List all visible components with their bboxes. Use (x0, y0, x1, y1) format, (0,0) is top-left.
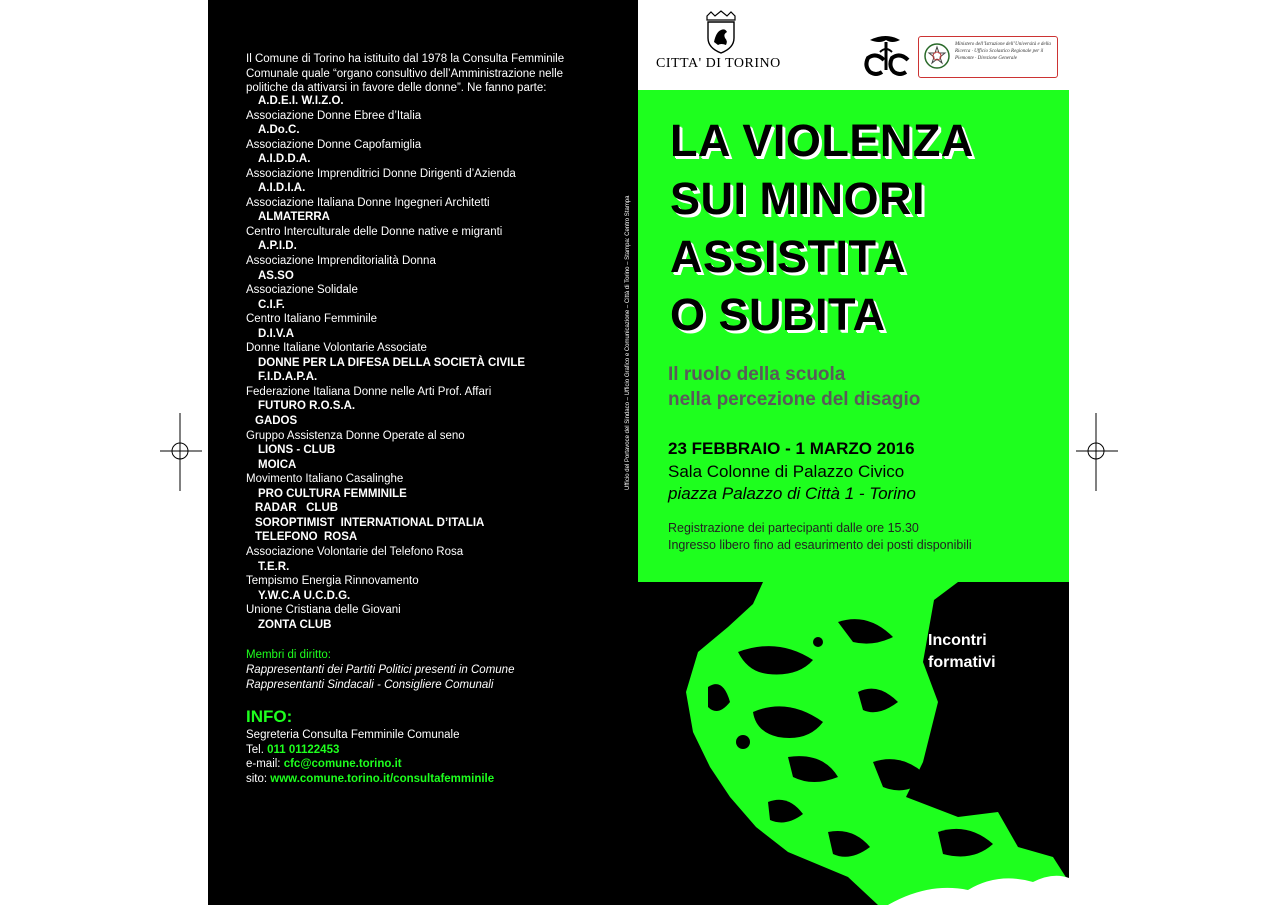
info-section (246, 706, 626, 786)
list-item (246, 327, 626, 356)
registration-mark-icon (160, 413, 202, 491)
event-address: piazza Palazzo di Città 1 - Torino (668, 484, 916, 503)
site-link[interactable]: www.comune.torino.it/consultafemminile (270, 772, 495, 785)
tel-value[interactable]: 011 01122453 (267, 743, 340, 756)
list-item (246, 239, 626, 268)
list-item (246, 530, 626, 559)
org-abbr: TELEFONO ROSA (255, 531, 358, 544)
org-abbr: ALMATERRA (258, 211, 330, 224)
cfc-logo-icon (860, 30, 912, 80)
org-abbr: A.I.D.D.A. (258, 153, 311, 166)
list-item (246, 414, 626, 443)
registration-line: Registrazione dei partecipanti dalle ore 15.30 (668, 521, 919, 535)
list-item (246, 516, 626, 531)
list-item (246, 298, 626, 327)
org-desc: Associazione Volontarie del Telefono Rosa (246, 545, 464, 558)
org-abbr: F.I.D.A.P.A. (258, 371, 318, 384)
registration-info (668, 520, 1058, 554)
torino-crest-icon (701, 10, 741, 54)
subtitle-line: nella percezione del disagio (668, 389, 921, 410)
org-abbr: T.E.R. (258, 560, 290, 573)
title-line: O SUBITA (670, 289, 886, 340)
info-tel (246, 743, 626, 758)
org-desc: Centro Interculturale delle Donne native e migranti (246, 225, 503, 238)
org-abbr: SOROPTIMIST INTERNATIONAL D’ITALIA (255, 516, 485, 529)
info-email (246, 757, 626, 772)
incontri-line: Incontri (928, 632, 987, 649)
title-line: ASSISTITA (670, 231, 907, 282)
info-site (246, 772, 626, 787)
info-line: Segreteria Consulta Femminile Comunale (246, 729, 460, 741)
list-item (246, 123, 626, 152)
org-abbr: A.D.E.I. W.I.Z.O. (258, 95, 344, 107)
event-title (670, 112, 1060, 344)
org-abbr: C.I.F. (258, 298, 285, 311)
title-line: LA VIOLENZA (670, 115, 974, 166)
list-item (246, 356, 626, 371)
italian-republic-emblem-icon (923, 42, 951, 70)
tel-label: Tel. (246, 743, 268, 756)
intro-text: Il Comune di Torino ha istituito dal 1978 la Consulta Femminile Comunale quale “organo consultivo dell’Amministrazione nelle politiche da attivarsi in favore delle donne”. Ne fanno parte: (246, 53, 565, 95)
list-item (246, 618, 626, 633)
credits-text: Ufficio del Portavoce del Sindaco – Ufficio Grafico e Comunicazione – Città di Torino – Stampa: Centro Stampa (625, 195, 631, 490)
org-abbr: FUTURO R.O.S.A. (258, 400, 356, 413)
list-item (246, 370, 626, 399)
org-desc: Associazione Solidale (246, 284, 358, 297)
org-abbr: A.Do.C. (258, 124, 300, 137)
site-label: sito: (246, 772, 271, 785)
citta-di-torino-logo (656, 10, 786, 80)
org-desc: Tempismo Energia Rinnovamento (246, 575, 419, 588)
title-line: SUI MINORI (670, 173, 926, 224)
list-item (246, 487, 626, 502)
event-subtitle (668, 362, 1058, 412)
list-item (246, 269, 626, 298)
ministero-text: Ministero dell’Istruzione dell’Università e della Ricerca · Ufficio Scolastico Regionale per il Piemonte · Direzione Generale (955, 42, 1051, 61)
logo-caption: CITTA' DI TORINO (656, 56, 781, 71)
list-item (246, 501, 626, 516)
event-dates: 23 FEBBRAIO - 1 MARZO 2016 (668, 439, 915, 458)
org-desc: Associazione Imprenditorialità Donna (246, 255, 436, 268)
org-abbr: ZONTA CLUB (258, 618, 332, 631)
list-item (246, 443, 626, 458)
membri-line: Rappresentanti Sindacali - Consigliere Comunali (246, 679, 494, 691)
org-desc: Federazione Italiana Donne nelle Arti Prof. Affari (246, 385, 492, 398)
membri-section (246, 648, 626, 693)
org-desc: Donne Italiane Volontarie Associate (246, 342, 427, 355)
registration-mark-icon (1076, 413, 1118, 491)
list-item (246, 152, 626, 181)
org-abbr: RADAR CLUB (255, 502, 339, 515)
list-item (246, 399, 626, 414)
org-abbr: D.I.V.A (258, 327, 295, 340)
incontri-formativi (928, 630, 1058, 674)
list-item (246, 560, 626, 589)
logo-header (638, 0, 1069, 90)
vertical-credits (622, 140, 642, 490)
list-item (246, 94, 626, 123)
org-desc: Unione Cristiana delle Giovani (246, 604, 401, 617)
org-desc: Centro Italiano Femminile (246, 313, 378, 326)
subtitle-line: Il ruolo della scuola (668, 364, 846, 385)
ministero-logo (918, 36, 1058, 78)
list-item (246, 589, 626, 618)
org-desc: Associazione Donne Capofamiglia (246, 138, 422, 151)
org-abbr: A.P.I.D. (258, 240, 297, 253)
registration-line: Ingresso libero fino ad esaurimento dei posti disponibili (668, 538, 972, 552)
org-desc: Gruppo Assistenza Donne Operate al seno (246, 429, 465, 442)
left-panel (208, 0, 638, 905)
org-abbr: Y.W.C.A U.C.D.G. (258, 589, 351, 602)
org-desc: Associazione Imprenditrici Donne Dirigenti d’Azienda (246, 167, 516, 180)
email-label: e-mail: (246, 758, 284, 771)
org-abbr: MOICA (258, 458, 297, 471)
list-item (246, 458, 626, 487)
organization-list (246, 94, 626, 632)
right-panel (638, 0, 1069, 905)
org-desc: Associazione Donne Ebree d’Italia (246, 109, 422, 122)
incontri-line: formativi (928, 654, 996, 671)
membri-label: Membri di diritto: (246, 649, 331, 661)
email-link[interactable]: cfc@comune.torino.it (283, 758, 402, 771)
membri-line: Rappresentanti dei Partiti Politici presenti in Comune (246, 664, 515, 676)
org-abbr: LIONS - CLUB (258, 444, 336, 457)
org-desc: Associazione Italiana Donne Ingegneri Architetti (246, 196, 490, 209)
info-title: INFO: (246, 707, 293, 726)
org-abbr: GADOS (255, 415, 298, 428)
list-item (246, 210, 626, 239)
org-abbr: A.I.D.I.A. (258, 182, 306, 195)
org-abbr: DONNE PER LA DIFESA DELLA SOCIETÀ CIVILE (258, 356, 526, 369)
org-abbr: AS.SO (258, 269, 294, 282)
org-desc: Movimento Italiano Casalinghe (246, 473, 404, 486)
event-venue: Sala Colonne di Palazzo Civico (668, 462, 905, 481)
list-item (246, 181, 626, 210)
org-abbr: PRO CULTURA FEMMINILE (258, 487, 407, 500)
